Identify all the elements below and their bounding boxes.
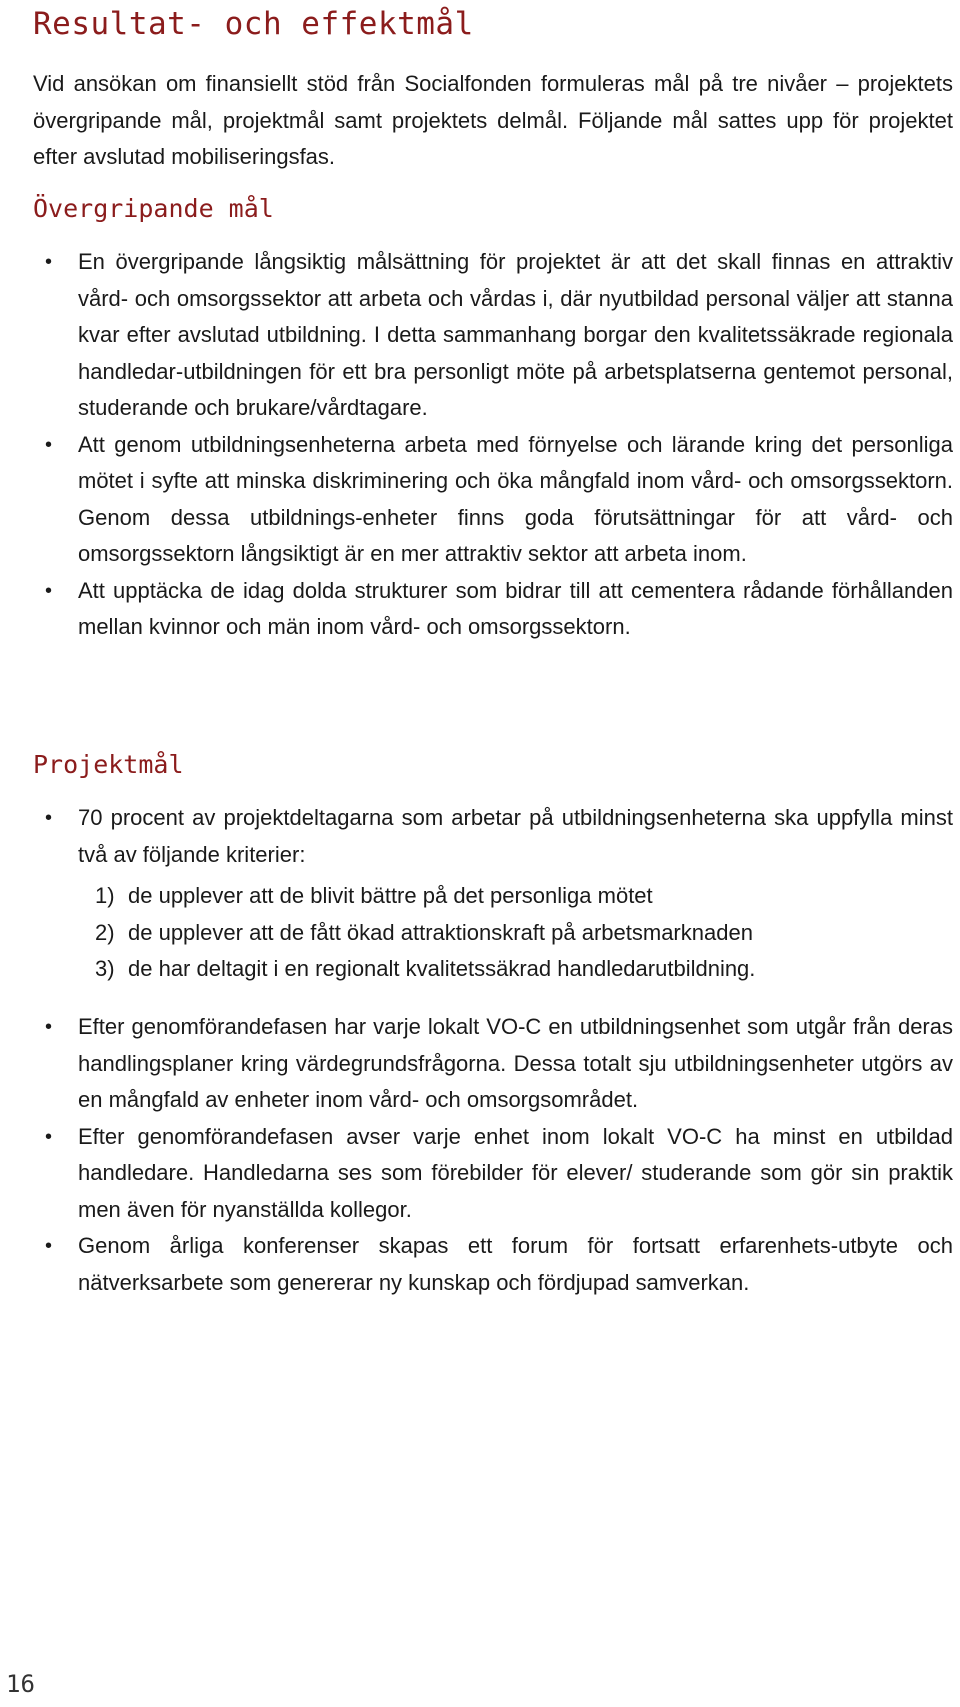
criteria-text: de har deltagit i en regionalt kvalitetssäkrad handledarutbildning. [128,956,756,981]
overall-goals-list [33,244,953,646]
bullet-icon: • [45,251,53,273]
list-item [33,1228,953,1301]
criteria-item [95,951,955,988]
bullet-icon: • [45,1125,53,1148]
bullet-icon: • [45,433,53,456]
list-item [33,1009,953,1119]
list-item [33,573,953,646]
bullet-icon: • [45,807,53,829]
list-item-text: Efter genomförandefasen har varje lokalt VO-C en utbildningsenhet som utgår från deras handlingsplaner kring värdegrundsfrågorna. Dessa totalt sju utbildningsenheter utgörs av en mångfald av enheter inom vård- och omsorgsområdet. [78,1014,953,1112]
criteria-list [95,878,955,988]
list-item-text: Efter genomförandefasen avser varje enhet inom lokalt VO-C ha minst en utbildad handledare. Handledarna ses som förebilder för elever/ studerande som gör sin praktik men även för nyanställda kollegor. [78,1123,953,1222]
list-item-text: 70 procent av projektdeltagarna som arbetar på utbildningsenheterna ska uppfylla minst två av följande kriterier: [78,805,953,867]
criteria-number: 2) [95,919,115,945]
list-item-text: Att genom utbildningsenheterna arbeta med förnyelse och lärande kring det personliga mötet i syfte att minska diskriminering och öka mångfald inom vård- och omsorgssektorn. Genom dessa utbildnings-enheter finns goda förutsättningar för att vård- och omsorgssektorn långsiktigt är en mer attraktiv sektor att arbeta inom. [78,431,953,566]
project-goal-intro-list [33,800,953,873]
page-number: 16 [6,1670,35,1698]
intro-paragraph: Vid ansökan om finansiellt stöd från Socialfonden formuleras mål på tre nivåer – projektets övergripande mål, projektmål samt projektets delmål. Följande mål sattes upp för projektet efter avslutad mobiliseringsfas. [33,71,953,169]
list-item-text: En övergripande långsiktig målsättning för projektet är att det skall finnas en attraktiv vård- och omsorgssektor att arbeta och vårdas i, där nyutbildad personal väljer att stanna kvar efter avslutad utbildning. I detta sammanhang borgar den kvalitetssäkrade regionala handledar-utbildningen för ett bra personligt möte på arbetsplatserna gentemot personal, studerande och brukare/vårdtagare. [78,249,953,420]
list-item [33,427,953,573]
list-item [33,1119,953,1229]
list-item [33,244,953,427]
section-heading-overall-goals: Övergripande mål [33,194,274,223]
project-goals-list [33,1009,953,1301]
bullet-icon: • [45,579,53,602]
bullet-icon: • [45,1235,53,1257]
criteria-number: 3) [95,956,115,981]
criteria-item [95,878,955,915]
section-heading-project-goals: Projektmål [33,750,184,779]
list-item-text: Att upptäcka de idag dolda strukturer som bidrar till att cementera rådande förhållanden mellan kvinnor och män inom vård- och omsorgssektorn. [78,577,953,639]
criteria-text: de upplever att de blivit bättre på det personliga mötet [128,883,653,908]
criteria-item [95,915,955,952]
criteria-text: de upplever att de fått ökad attraktionskraft på arbetsmarknaden [128,919,753,945]
list-item-text: Genom årliga konferenser skapas ett forum för fortsatt erfarenhets-utbyte och nätverksarbete som genererar ny kunskap och fördjupad samverkan. [78,1233,953,1295]
bullet-icon: • [45,1016,53,1038]
list-item [33,800,953,873]
criteria-number: 1) [95,883,115,908]
page-title: Resultat- och effektmål [33,6,474,42]
